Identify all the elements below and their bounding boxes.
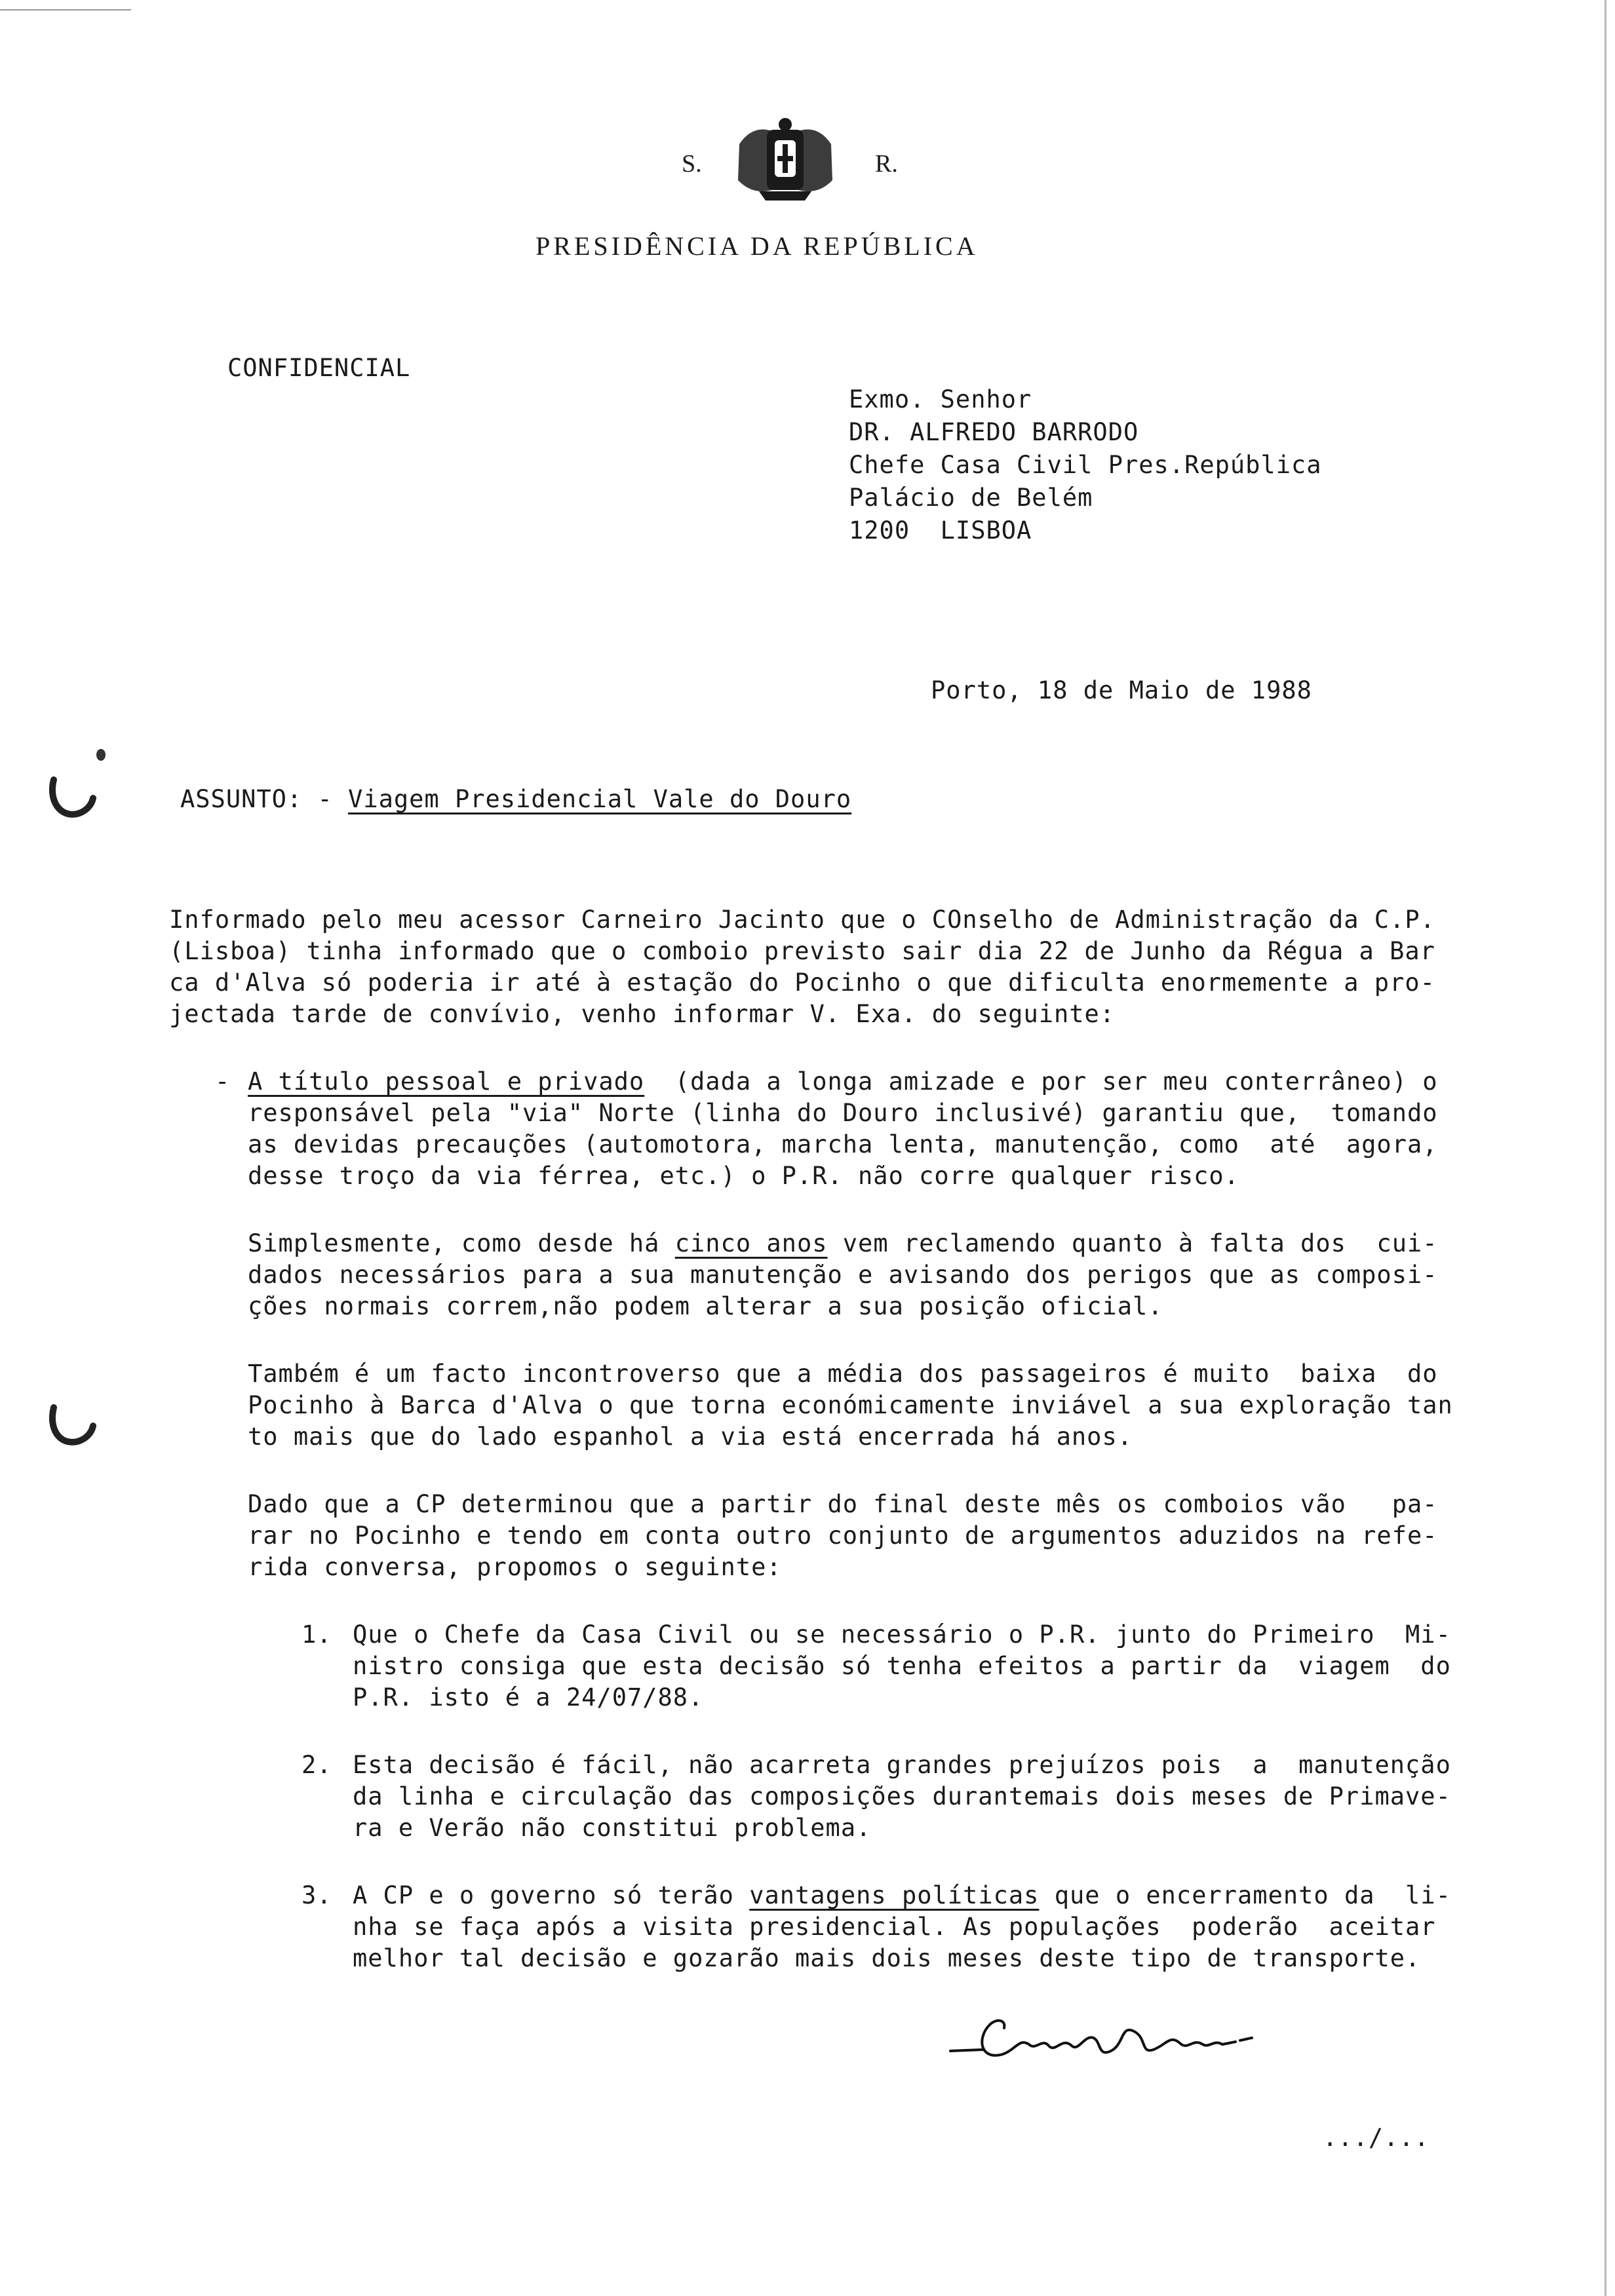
simplesmente-line: ções normais correm,não podem alterar a sua posição oficial. bbox=[248, 1292, 1163, 1320]
pencil-check-mark-2 bbox=[46, 1402, 98, 1455]
bullet-line: responsável pela "via" Norte (linha do Douro inclusivé) garantiu que, tomando bbox=[248, 1099, 1438, 1127]
addressee-location: Palácio de Belém bbox=[849, 484, 1093, 512]
tambem-line: Também é um facto incontroverso que a média dos passageiros é muito baixa do bbox=[248, 1360, 1438, 1388]
bullet-dash: - bbox=[215, 1067, 231, 1096]
simplesmente-line: dados necessários para a sua manutenção e avisando dos perigos que as composi- bbox=[248, 1261, 1438, 1289]
proposal-3-underlined: vantagens políticas bbox=[749, 1881, 1040, 1909]
bullet-line: desse troço da via férrea, etc.) o P.R. não corre qualquer risco. bbox=[248, 1162, 1239, 1190]
intro-line: (Lisboa) tinha informado que o comboio previsto sair dia 22 de Junho da Régua a Bar bbox=[169, 937, 1435, 965]
proposal-3-end: que o encerramento da li- bbox=[1039, 1881, 1451, 1909]
addressee-name: DR. ALFREDO BARRODO bbox=[849, 418, 1139, 446]
dado-line: Dado que a CP determinou que a partir do final deste mês os comboios vão pa- bbox=[248, 1490, 1438, 1518]
subject-text: Viagem Presidencial Vale do Douro bbox=[348, 785, 852, 813]
institution-name: PRESIDÊNCIA DA REPÚBLICA bbox=[535, 231, 979, 261]
continuation-mark: .../... bbox=[1323, 2124, 1430, 2152]
tambem-line: Pocinho à Barca d'Alva o que torna económicamente inviável a sua exploração tan bbox=[248, 1391, 1453, 1419]
intro-line: Informado pelo meu acessor Carneiro Jacinto que o COnselho de Administração da C.P. bbox=[169, 906, 1435, 934]
proposal-line: ra e Verão não constitui problema. bbox=[353, 1814, 872, 1842]
punch-dot bbox=[96, 749, 106, 761]
simplesmente-start: Simplesmente, como desde há bbox=[248, 1229, 675, 1257]
tambem-line: to mais que do lado espanhol a via está encerrada há anos. bbox=[248, 1423, 1133, 1451]
addressee-role: Chefe Casa Civil Pres.República bbox=[849, 451, 1322, 479]
intro-line: ca d'Alva só poderia ir até à estação do Pocinho o que dificulta enormemente a pro- bbox=[169, 968, 1435, 997]
letterhead-right-letter: R. bbox=[875, 150, 898, 178]
proposal-number: 2. bbox=[302, 1751, 332, 1779]
proposal-line: nha se faça após a visita presidencial. As populações poderão aceitar bbox=[353, 1913, 1436, 1941]
simplesmente-end: vem reclamendo quanto à falta dos cui- bbox=[827, 1229, 1438, 1257]
dado-line: rar no Pocinho e tendo em conta outro conjunto de argumentos aduzidos na refe- bbox=[248, 1521, 1438, 1550]
classification-label: CONFIDENCIAL bbox=[227, 354, 411, 382]
date-line: Porto, 18 de Maio de 1988 bbox=[931, 676, 1312, 704]
proposal-line: P.R. isto é a 24/07/88. bbox=[353, 1683, 704, 1712]
proposal-number: 3. bbox=[302, 1881, 332, 1909]
addressee-salutation: Exmo. Senhor bbox=[849, 385, 1032, 413]
handwritten-signature bbox=[944, 1999, 1285, 2071]
simplesmente-underlined: cinco anos bbox=[674, 1229, 828, 1257]
letterhead-left-letter: S. bbox=[682, 150, 702, 178]
proposal-line: Que o Chefe da Casa Civil ou se necessário o P.R. junto do Primeiro Mi- bbox=[353, 1620, 1451, 1649]
bullet-underlined-phrase: A título pessoal e privado bbox=[248, 1067, 645, 1096]
proposal-line: Esta decisão é fácil, não acarreta grandes prejuízos pois a manutenção bbox=[353, 1751, 1451, 1779]
subject-line bbox=[180, 782, 851, 816]
intro-line: jectada tarde de convívio, venho informar V. Exa. do seguinte: bbox=[169, 1000, 1116, 1028]
proposal-line: nistro consiga que esta decisão só tenha efeitos a partir da viagem do bbox=[353, 1652, 1451, 1680]
simplesmente-first-line bbox=[248, 1227, 1438, 1261]
addressee-city: 1200 LISBOA bbox=[849, 516, 1032, 545]
subject-label: ASSUNTO: - bbox=[180, 785, 349, 813]
pencil-check-mark-1 bbox=[46, 773, 98, 826]
bullet-first-rest: (dada a longa amizade e por ser meu conterrâneo) o bbox=[644, 1067, 1438, 1096]
proposal-3-first-line bbox=[353, 1879, 1451, 1913]
bullet-first-line bbox=[248, 1065, 1438, 1099]
scan-edge-right bbox=[1605, 0, 1606, 2296]
bullet-line: as devidas precauções (automotora, marcha lenta, manutenção, como até agora, bbox=[248, 1130, 1438, 1158]
dado-line: rida conversa, propomos o seguinte: bbox=[248, 1553, 782, 1581]
scan-mark-top-left bbox=[0, 9, 131, 10]
proposal-line: da linha e circulação das composições durantemais dois meses de Primave- bbox=[353, 1782, 1451, 1810]
proposal-line: melhor tal decisão e gozarão mais dois meses deste tipo de transporte. bbox=[353, 1944, 1421, 1972]
proposal-3-start: A CP e o governo só terão bbox=[353, 1881, 750, 1909]
proposal-number: 1. bbox=[302, 1620, 332, 1649]
coat-of-arms-icon bbox=[726, 118, 844, 203]
